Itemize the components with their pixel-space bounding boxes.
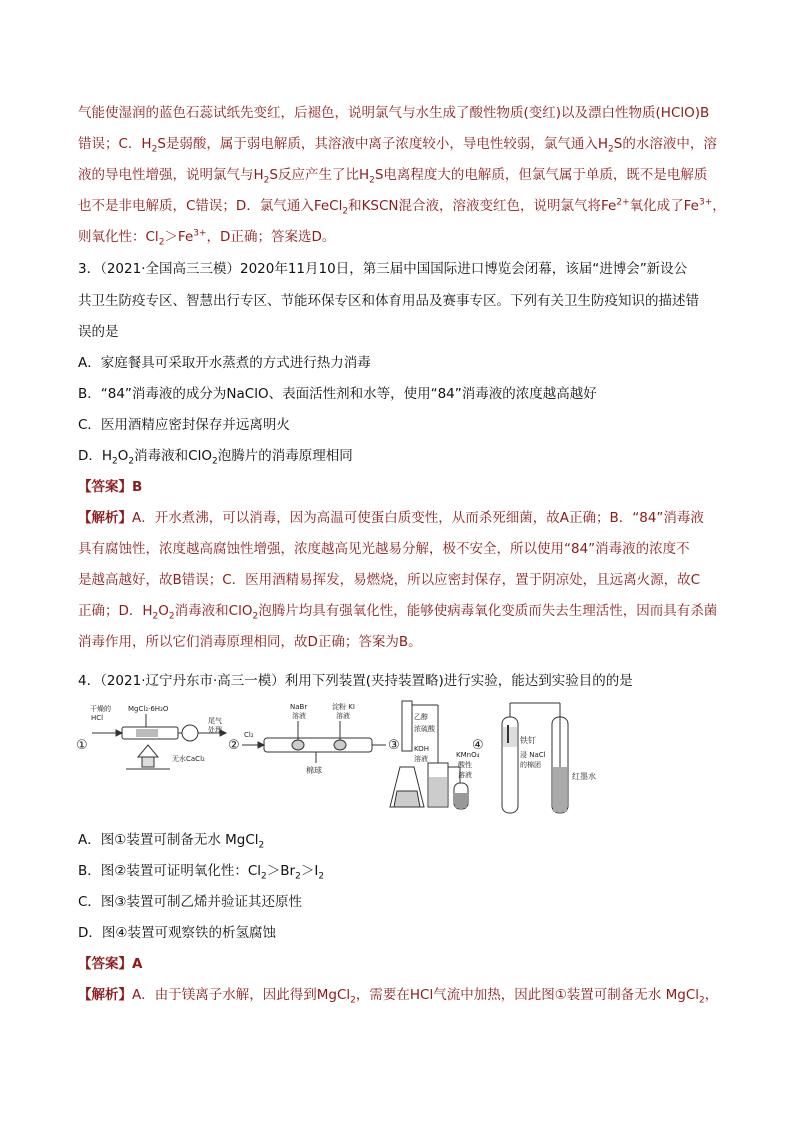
q3-option-a: A．家庭餐具可采取开水蒸煮的方式进行热力消毒 — [78, 355, 371, 371]
figure-label-4: ④ — [472, 738, 484, 753]
ki-label: 淀粉 KI — [332, 703, 355, 711]
cotton-ball-label: 的棉团 — [520, 761, 541, 769]
q3-explanation-line-1: 【解析】A．开水煮沸，可以消毒，因为高温可使蛋白质变性，从而杀死细菌，故A正确；B．“84”消毒液 — [78, 510, 704, 526]
kmno4-label: KMnO₄ — [456, 751, 480, 759]
figure-label-2: ② — [228, 738, 240, 753]
iron-nail-label: 铁钉 — [520, 736, 536, 745]
apparatus-1 — [76, 704, 226, 769]
nacl-label: 浸 NaCl — [520, 751, 546, 759]
q4-stem: 4．（2021·辽宁丹东市·高三一模）利用下列装置(夹持装置略)进行实验，能达到实验目的的是 — [78, 673, 633, 689]
q3-explanation-line-5: 消毒作用，所以它们消毒原理相同，故D正确；答案为B。 — [78, 634, 422, 650]
q3-stem-line-2: 共卫生防疫专区、智慧出行专区、节能环保专区和体育用品及赛事专区。下列有关卫生防疫知识的描述错 — [78, 293, 699, 309]
red-ink-label: 红墨水 — [572, 772, 596, 781]
tail-gas-label: 尾气 — [208, 717, 222, 725]
q3-explanation-line-3: 是越高越好，故B错误；C．医用酒精易挥发，易燃烧，所以应密封保存，置于阴凉处，且远离火源，故C — [78, 572, 701, 588]
nabr-solution-label: 溶液 — [292, 712, 306, 720]
apparatus-4 — [472, 703, 596, 813]
apparatus-3 — [388, 701, 480, 809]
q3-answer: 【答案】B — [78, 479, 143, 495]
hcl-label: HCl — [91, 714, 104, 722]
figure-label-3: ③ — [388, 738, 400, 753]
q4-option-d: D．图④装置可观察铁的析氢腐蚀 — [78, 925, 276, 941]
apparatus-figure — [76, 697, 636, 821]
q4-option-a: A．图①装置可制备无水 MgCl$_2$ — [78, 832, 265, 851]
nabr-label: NaBr — [290, 703, 308, 711]
cotton-label: 棉球 — [306, 766, 322, 775]
q3-stem-line-3: 误的是 — [78, 324, 119, 340]
figure-label-1: ① — [76, 738, 88, 753]
h2so4-label: 浓硫酸 — [414, 725, 435, 733]
q3-option-c: C．医用酒精应密封保存并远离明火 — [78, 417, 290, 433]
q3-stem-line-1: 3．（2021·全国高三三模）2020年11月10日，第三届中国国际进口博览会闭幕，该届“进博会”新设公 — [78, 261, 688, 277]
prev-answer-line-5: 则氧化性：$Cl_2>Fe^{3+}$，D正确；答案选D。 — [78, 228, 336, 248]
kmno4-solution-label: 溶液 — [458, 771, 472, 779]
ki-solution-label: 溶液 — [336, 712, 350, 720]
cacl2-label: 无水CaCl₂ — [172, 755, 205, 763]
q4-option-b: B．图②装置可证明氧化性：$Cl_2>Br_2>I_2$ — [78, 863, 325, 882]
q3-option-d: D．$H_2O_2$消毒液和ClO$_2$泡腾片的消毒原理相同 — [78, 448, 353, 467]
tail-gas-label-2: 处理 — [208, 726, 222, 734]
koh-label: KOH — [414, 745, 429, 753]
prev-answer-line-1: 气能使湿润的蓝色石蕊试纸先变红，后褪色，说明氯气与水生成了酸性物质(变红)以及漂白性物质(HClO)B — [78, 105, 710, 121]
q4-option-c: C．图③装置可制乙烯并验证其还原性 — [78, 894, 303, 910]
cl2-label: Cl₂ — [244, 731, 254, 739]
dry-hcl-label: 干燥的 — [90, 705, 111, 713]
q3-option-b: B．“84”消毒液的成分为NaClO、表面活性剂和水等，使用“84”消毒液的浓度越高越好 — [78, 386, 597, 402]
prev-answer-line-3: 液的导电性增强，说明氯气与$H_2S$反应产生了比$H_2S$电离程度大的电解质，但氯气属于单质，既不是电解质 — [78, 167, 708, 186]
mgcl2-label: MgCl₂·6H₂O — [128, 705, 169, 713]
ethanol-label: 乙醇 — [414, 713, 428, 721]
koh-solution-label: 溶液 — [414, 755, 428, 763]
apparatus-2 — [228, 702, 386, 775]
q3-explanation-line-4: 正确；D．$H_2O_2$消毒液和ClO$_2$泡腾片均具有强氧化性，能够使病毒氧化变质而失去生理活性，因而具有杀菌 — [78, 603, 718, 622]
prev-answer-line-2: 错误；C．$H_2S$是弱酸，属于弱电解质，其溶液中离子浓度较小，导电性较弱，氯气通入$H_2S$的水溶液中，溶 — [78, 136, 717, 155]
q4-answer: 【答案】A — [78, 956, 143, 972]
prev-answer-line-4: 也不是非电解质，C错误；D．氯气通入FeCl$_2$和KSCN混合液，溶液变红色，说明氯气将$Fe^{2+}$氧化成了$Fe^{3+}$， — [78, 197, 726, 217]
acidic-label: 酸性 — [458, 761, 472, 769]
q3-explanation-line-2: 具有腐蚀性，浓度越高腐蚀性增强，浓度越高见光越易分解，极不安全，所以使用“84”消毒液的浓度不 — [78, 541, 690, 557]
q4-explanation-line-1: 【解析】A．由于镁离子水解，因此得到MgCl$_2$，需要在HCl气流中加热，因此图①装置可制备无水 MgCl$_2$， — [78, 987, 719, 1006]
